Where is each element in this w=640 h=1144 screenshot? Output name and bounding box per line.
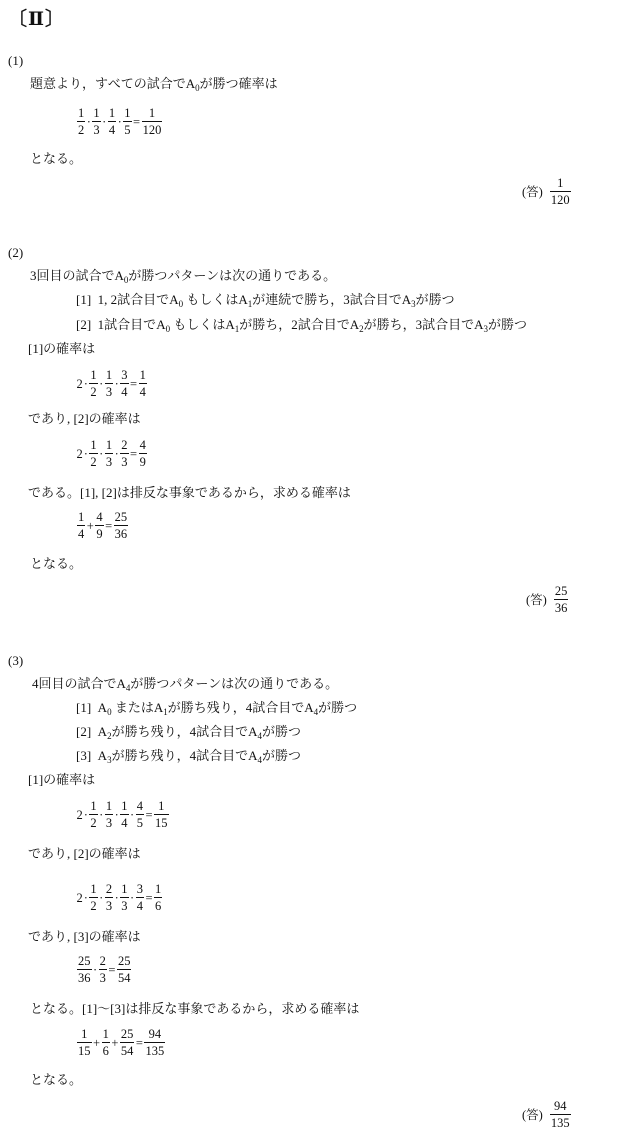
- var-A: A: [248, 724, 258, 739]
- fraction-result: [142, 106, 163, 138]
- coefficient: 2: [76, 890, 83, 905]
- numerator: 1: [92, 106, 100, 122]
- numerator: 94: [144, 1027, 165, 1043]
- denominator: 4: [108, 123, 116, 138]
- var-A: A: [97, 724, 108, 739]
- numerator: 1: [77, 510, 85, 526]
- fraction: [105, 368, 113, 400]
- numerator: 25: [77, 954, 92, 970]
- part2-prob1-label: [1]の確率は: [28, 341, 96, 356]
- fraction: [120, 799, 128, 831]
- fraction: [92, 106, 100, 138]
- part3-label: (3): [8, 653, 24, 668]
- equals-operator: =: [130, 376, 138, 391]
- var-sub: 4: [125, 683, 131, 693]
- numerator: 4: [95, 510, 103, 526]
- fraction: [108, 106, 116, 138]
- case-text: が連続で勝ち，3試合目で: [252, 292, 402, 307]
- answer-label: (答): [526, 592, 547, 607]
- fraction: [95, 510, 103, 542]
- equals-operator: =: [145, 890, 153, 905]
- denominator: 3: [121, 899, 128, 914]
- dot-operator: ·: [114, 446, 119, 461]
- var-sub: 1: [247, 299, 253, 309]
- var-A: A: [185, 76, 196, 91]
- part2-intro-text: 3回目の試合で: [30, 268, 115, 283]
- var-A: A: [156, 317, 166, 332]
- numerator: 2: [99, 954, 107, 970]
- denominator: 4: [121, 816, 128, 831]
- dot-operator: ·: [102, 114, 107, 129]
- numerator: 1: [105, 799, 113, 815]
- denominator: 5: [136, 816, 143, 831]
- plus-operator: +: [93, 1035, 101, 1050]
- part2-label: (2): [8, 245, 24, 260]
- numerator: 1: [108, 106, 116, 122]
- part2-case1: [76, 293, 455, 309]
- numerator: 3: [136, 882, 144, 898]
- denominator: 4: [78, 527, 85, 542]
- part2-intro-text-2: が勝つパターンは次の通りである。: [128, 268, 337, 283]
- part2-intro: [30, 269, 336, 285]
- part1-answer: [522, 176, 572, 208]
- var-sub: 0: [107, 707, 112, 717]
- denominator: 3: [121, 455, 128, 470]
- fraction: [120, 438, 128, 470]
- denominator: 3: [105, 455, 113, 470]
- numerator: 1: [550, 176, 571, 192]
- equals-operator: =: [130, 446, 138, 461]
- case-tag: [2]: [76, 724, 92, 739]
- numerator: 3: [120, 368, 128, 384]
- dot-operator: ·: [99, 890, 104, 905]
- var-A: A: [401, 292, 412, 307]
- var-sub: 3: [483, 324, 489, 334]
- part1-conclusion: となる。: [30, 151, 83, 166]
- denominator: 3: [93, 123, 100, 138]
- fraction: [136, 882, 144, 914]
- case-text: 1試合目で: [97, 317, 157, 332]
- denominator: 54: [117, 971, 131, 986]
- answer-label: (答): [522, 1107, 543, 1122]
- part3-prob1-label: [1]の確率は: [28, 772, 96, 787]
- dot-operator: ·: [130, 807, 135, 822]
- coefficient: 2: [76, 376, 83, 391]
- denominator: 2: [90, 899, 97, 914]
- answer-fraction: [550, 176, 571, 208]
- var-A: A: [304, 700, 314, 715]
- plus-operator: +: [86, 518, 94, 533]
- case-tag: [1]: [76, 700, 92, 715]
- denominator: 36: [554, 601, 568, 616]
- answer-label: (答): [522, 184, 543, 199]
- case-text: が勝つ: [261, 748, 301, 763]
- var-sub: 0: [123, 275, 129, 285]
- var-A: A: [153, 700, 164, 715]
- part1-intro: [30, 77, 278, 93]
- part3-prob3-label: であり, [3]の確率は: [28, 929, 141, 944]
- answer-fraction: [550, 1099, 571, 1131]
- part1-intro-text-2: が勝つ確率は: [199, 76, 278, 91]
- part3-sum: [76, 1027, 166, 1059]
- fraction: [89, 882, 97, 914]
- fraction: [105, 438, 113, 470]
- fraction: [77, 1027, 92, 1059]
- var-A: A: [116, 676, 126, 691]
- part2-exclusive: である。[1], [2]は排反な事象であるから，求める確率は: [28, 485, 351, 500]
- numerator: 1: [120, 882, 128, 898]
- numerator: 25: [120, 1027, 135, 1043]
- dot-operator: ·: [86, 114, 91, 129]
- fraction: [89, 799, 97, 831]
- numerator: 1: [89, 368, 97, 384]
- var-A: A: [225, 317, 235, 332]
- part1-equation: [76, 106, 163, 138]
- case-text: もしくは: [173, 317, 226, 332]
- fraction: [105, 799, 113, 831]
- denominator: 5: [124, 123, 131, 138]
- var-A: A: [97, 748, 108, 763]
- numerator: 1: [77, 1027, 92, 1043]
- equals-operator: =: [135, 1035, 143, 1050]
- numerator: 1: [105, 368, 113, 384]
- numerator: 2: [120, 438, 128, 454]
- equals-operator: =: [145, 807, 153, 822]
- equals-operator: =: [108, 962, 116, 977]
- numerator: 25: [554, 584, 569, 600]
- numerator: 1: [102, 1027, 110, 1043]
- part2-conclusion: となる。: [30, 556, 83, 571]
- fraction: [99, 954, 107, 986]
- part3-intro-text-2: が勝つパターンは次の通りである。: [130, 676, 339, 691]
- case-tag: [2]: [76, 317, 92, 332]
- fraction: [89, 438, 97, 470]
- numerator: 4: [139, 438, 147, 454]
- dot-operator: ·: [114, 890, 119, 905]
- case-tag: [3]: [76, 748, 92, 763]
- numerator: 25: [117, 954, 132, 970]
- part2-answer: [526, 584, 569, 616]
- section-title: 〔Ⅱ〕: [8, 9, 66, 30]
- numerator: 4: [136, 799, 144, 815]
- fraction: [120, 882, 128, 914]
- plus-operator: +: [111, 1035, 119, 1050]
- dot-operator: ·: [114, 376, 119, 391]
- dot-operator: ·: [99, 376, 104, 391]
- var-A: A: [114, 268, 124, 283]
- part3-equation-3: [76, 954, 132, 986]
- numerator: 94: [550, 1099, 571, 1115]
- dot-operator: ·: [130, 890, 135, 905]
- coefficient: 2: [76, 807, 83, 822]
- part3-case2: [76, 725, 301, 741]
- case-text: または: [114, 700, 154, 715]
- denominator: 6: [102, 1044, 109, 1059]
- part3-equation-1: [76, 799, 170, 831]
- fraction: [120, 368, 128, 400]
- denominator: 2: [90, 816, 97, 831]
- dot-operator: ·: [83, 807, 88, 822]
- var-sub: 4: [313, 707, 319, 717]
- numerator: 1: [123, 106, 131, 122]
- equals-operator: =: [105, 518, 113, 533]
- answer-fraction: [554, 584, 569, 616]
- part3-case3: [76, 749, 301, 765]
- denominator: 3: [105, 816, 113, 831]
- var-A: A: [238, 292, 248, 307]
- numerator: 1: [89, 799, 97, 815]
- case-text: が勝つ: [488, 317, 528, 332]
- var-sub: 2: [107, 731, 112, 741]
- fraction: [77, 106, 85, 138]
- var-sub: 4: [257, 731, 262, 741]
- denominator: 4: [139, 385, 146, 400]
- case-text: が勝ち，2試合目で: [239, 317, 350, 332]
- dot-operator: ·: [117, 114, 122, 129]
- var-A: A: [248, 748, 258, 763]
- fraction: [105, 882, 113, 914]
- numerator: 1: [142, 106, 163, 122]
- part3-answer: [522, 1099, 572, 1131]
- var-A: A: [349, 317, 360, 332]
- fraction-result: [139, 438, 147, 470]
- denominator: 36: [78, 971, 91, 986]
- part2-equation-2: [76, 438, 148, 470]
- var-sub: 1: [234, 324, 240, 334]
- denominator: 135: [550, 1116, 570, 1131]
- var-sub: 3: [107, 755, 112, 765]
- dot-operator: ·: [83, 376, 88, 391]
- denominator: 36: [114, 527, 128, 542]
- var-sub: 2: [359, 324, 364, 334]
- case-text: が勝ち残り，4試合目で: [167, 700, 305, 715]
- numerator: 1: [89, 882, 97, 898]
- fraction-result: [154, 882, 162, 914]
- numerator: 25: [114, 510, 129, 526]
- dot-operator: ·: [99, 807, 104, 822]
- fraction-result: [139, 368, 147, 400]
- fraction-result: [144, 1027, 165, 1059]
- case-text: が勝つ: [415, 292, 455, 307]
- dot-operator: ·: [99, 446, 104, 461]
- denominator: 4: [121, 385, 128, 400]
- denominator: 6: [155, 899, 162, 914]
- numerator: 1: [154, 882, 162, 898]
- numerator: 1: [105, 438, 113, 454]
- denominator: 9: [96, 527, 103, 542]
- fraction: [120, 1027, 135, 1059]
- part2-case2: [76, 318, 527, 334]
- denominator: 4: [136, 899, 143, 914]
- equals-operator: =: [133, 114, 141, 129]
- numerator: 1: [77, 106, 85, 122]
- dot-operator: ·: [83, 890, 88, 905]
- numerator: 1: [89, 438, 97, 454]
- part3-conclusion: となる。: [30, 1072, 83, 1087]
- case-text: が勝ち残り，4試合目で: [111, 748, 249, 763]
- denominator: 2: [90, 455, 97, 470]
- dot-operator: ·: [83, 446, 88, 461]
- fraction-result: [117, 954, 132, 986]
- part2-prob2-label: であり, [2]の確率は: [28, 411, 141, 426]
- part1-intro-text: 題意より，すべての試合で: [30, 76, 186, 91]
- numerator: 2: [105, 882, 113, 898]
- var-A: A: [97, 700, 108, 715]
- denominator: 3: [99, 971, 106, 986]
- fraction: [136, 799, 144, 831]
- var-A: A: [474, 317, 484, 332]
- denominator: 2: [90, 385, 97, 400]
- coefficient: 2: [76, 446, 83, 461]
- denominator: 3: [105, 385, 113, 400]
- part3-intro: [32, 677, 338, 693]
- case-text: が勝つ: [318, 700, 358, 715]
- denominator: 15: [78, 1044, 91, 1059]
- fraction: [102, 1027, 110, 1059]
- part3-exclusive: となる。[1]〜[3]は排反な事象であるから，求める確率は: [30, 1001, 360, 1016]
- var-sub: 4: [257, 755, 262, 765]
- denominator: 54: [120, 1044, 134, 1059]
- fraction-result: [114, 510, 129, 542]
- fraction: [89, 368, 97, 400]
- case-text: が勝ち残り，4試合目で: [111, 724, 249, 739]
- part3-case1: [76, 701, 357, 717]
- part1-label: (1): [8, 53, 24, 68]
- denominator: 120: [142, 123, 162, 138]
- fraction: [77, 954, 92, 986]
- numerator: 1: [154, 799, 169, 815]
- var-A: A: [169, 292, 179, 307]
- var-sub: 0: [165, 324, 171, 334]
- denominator: 2: [78, 123, 85, 138]
- var-sub: 0: [178, 299, 184, 309]
- part3-prob2-label: であり, [2]の確率は: [28, 846, 141, 861]
- denominator: 135: [145, 1044, 165, 1059]
- denominator: 15: [155, 816, 168, 831]
- fraction: [123, 106, 131, 138]
- fraction: [77, 510, 85, 542]
- numerator: 1: [120, 799, 128, 815]
- fraction-result: [154, 799, 169, 831]
- denominator: 3: [105, 899, 113, 914]
- part2-sum: [76, 510, 129, 542]
- case-tag: [1]: [76, 292, 92, 307]
- case-text: が勝つ: [261, 724, 301, 739]
- case-text: もしくは: [186, 292, 239, 307]
- dot-operator: ·: [114, 807, 119, 822]
- var-sub: 3: [411, 299, 416, 309]
- denominator: 120: [550, 193, 570, 208]
- numerator: 1: [139, 368, 147, 384]
- part3-intro-text: 4回目の試合で: [32, 676, 117, 691]
- var-sub: 0: [195, 83, 200, 93]
- case-text: が勝ち，3試合目で: [363, 317, 475, 332]
- case-text: 1, 2試合目で: [97, 292, 170, 307]
- var-sub: 1: [163, 707, 168, 717]
- dot-operator: ·: [93, 962, 98, 977]
- denominator: 9: [139, 455, 146, 470]
- part2-equation-1: [76, 368, 148, 400]
- part3-equation-2: [76, 882, 163, 914]
